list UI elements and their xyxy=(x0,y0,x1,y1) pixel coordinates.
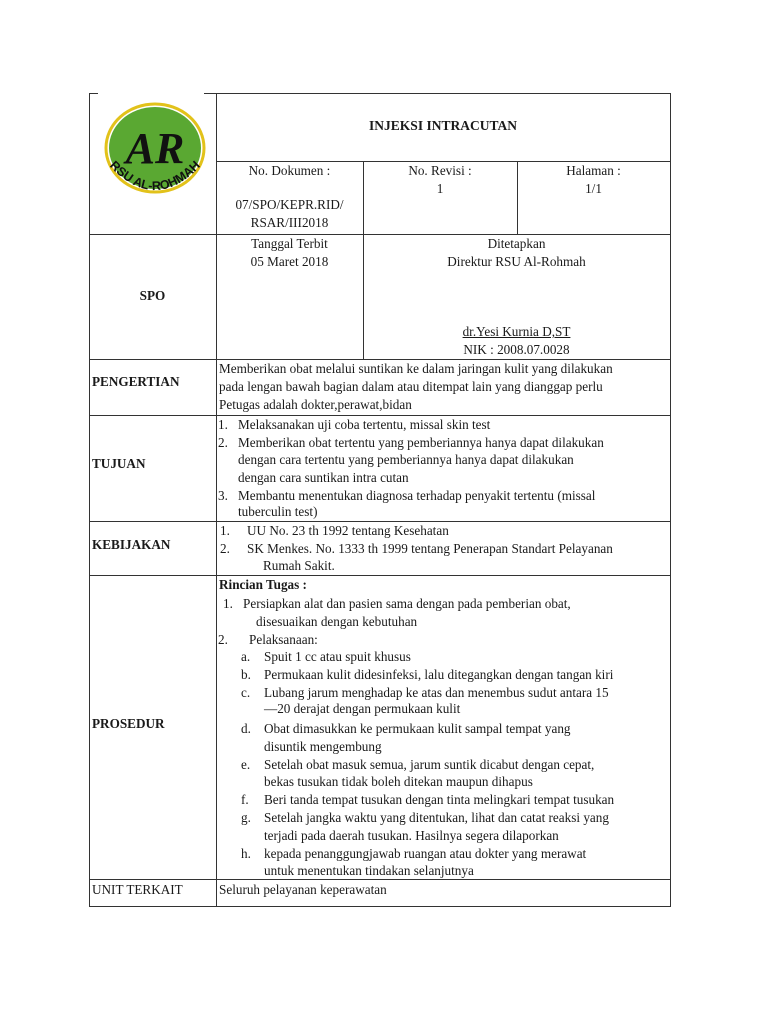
substep-letter: f. xyxy=(241,792,249,807)
pengertian-line: Petugas adalah dokter,perawat,bidan xyxy=(219,397,412,412)
pengertian-line: Memberikan obat melalui suntikan ke dalam jaringan kulit yang dilakukan xyxy=(219,361,613,376)
tanggal-terbit-value: 05 Maret 2018 xyxy=(250,254,329,269)
no-revisi-label: No. Revisi : xyxy=(408,163,472,178)
logo-text: RSU AL-ROHMAH xyxy=(107,158,203,194)
list-item: UU No. 23 th 1992 tentang Kesehatan xyxy=(247,523,449,538)
halaman-label: Halaman : xyxy=(566,163,621,178)
substep-letter: h. xyxy=(241,846,251,861)
list-item: Membantu menentukan diagnosa terhadap penyakit tertentu (missal xyxy=(238,488,596,503)
unit-terkait-value: Seluruh pelayanan keperawatan xyxy=(219,882,387,897)
rincian-tugas-heading: Rincian Tugas : xyxy=(219,577,307,592)
substep-letter: g. xyxy=(241,810,251,825)
signer-nik: NIK : 2008.07.0028 xyxy=(463,342,570,357)
no-dokumen-label: No. Dokumen : xyxy=(248,163,331,178)
no-dokumen-line2: RSAR/III2018 xyxy=(250,215,329,230)
substep-text: Lubang jarum menghadap ke atas dan menembus sudut antara 15 xyxy=(264,685,609,700)
substep-letter: d. xyxy=(241,721,251,736)
substep-letter: c. xyxy=(241,685,251,700)
list-number: 1. xyxy=(220,523,230,538)
ditetapkan-label: Ditetapkan xyxy=(487,236,546,251)
substep-text: disuntik mengembung xyxy=(264,739,382,754)
substep-text: Spuit 1 cc atau spuit khusus xyxy=(264,649,411,664)
substep-letter: a. xyxy=(241,649,251,664)
substep-text: Permukaan kulit didesinfeksi, lalu ditegangkan dengan tangan kiri xyxy=(264,667,614,682)
list-item: Rumah Sakit. xyxy=(263,558,335,573)
substep-text: untuk menentukan tindakan selanjutnya xyxy=(264,863,474,878)
kebijakan-label: KEBIJAKAN xyxy=(92,537,171,552)
tujuan-label: TUJUAN xyxy=(92,456,146,471)
substep-text: Setelah jangka waktu yang ditentukan, lihat dan catat reaksi yang xyxy=(264,810,609,825)
spo-label: SPO xyxy=(139,288,166,303)
list-number: 2. xyxy=(220,541,230,556)
list-number: 3. xyxy=(218,488,228,503)
substep-text: terjadi pada daerah tusukan. Hasilnya segera dilaporkan xyxy=(264,828,559,843)
step-text: Persiapkan alat dan pasien sama dengan pada pemberian obat, xyxy=(243,596,571,611)
no-revisi-value: 1 xyxy=(436,181,444,196)
step-text: Pelaksanaan: xyxy=(249,632,318,647)
tanggal-terbit-label: Tanggal Terbit xyxy=(251,236,328,251)
list-number: 2. xyxy=(218,435,228,450)
list-number: 1. xyxy=(218,417,228,432)
step-text: disesuaikan dengan kebutuhan xyxy=(256,614,418,629)
no-dokumen-line1: 07/SPO/KEPR.RID/ xyxy=(235,197,344,212)
signer-name: dr.Yesi Kurnia D,ST xyxy=(462,324,571,339)
list-item: tuberculin test) xyxy=(238,504,318,519)
substep-text: Setelah obat masuk semua, jarum suntik dicabut dengan cepat, xyxy=(264,757,595,772)
substep-text: Obat dimasukkan ke permukaan kulit sampal tempat yang xyxy=(264,721,571,736)
step-number: 2. xyxy=(218,632,228,647)
list-item: dengan cara suntikan intra cutan xyxy=(238,470,409,485)
list-item: Memberikan obat tertentu yang pemberiannya hanya dapat dilakukan xyxy=(238,435,604,450)
step-number: 1. xyxy=(223,596,233,611)
substep-text: kepada penanggungjawab ruangan atau dokter yang merawat xyxy=(264,846,587,861)
pengertian-label: PENGERTIAN xyxy=(92,374,180,389)
prosedur-label: PROSEDUR xyxy=(92,716,165,731)
list-item: Melaksanakan uji coba tertentu, missal skin test xyxy=(238,417,491,432)
substep-letter: b. xyxy=(241,667,251,682)
substep-letter: e. xyxy=(241,757,251,772)
substep-text: Beri tanda tempat tusukan dengan tinta melingkari tempat tusukan xyxy=(264,792,615,807)
unit-terkait-label: UNIT TERKAIT xyxy=(92,882,183,897)
halaman-value: 1/1 xyxy=(585,181,602,196)
substep-text: bekas tusukan tidak boleh ditekan maupun dihapus xyxy=(264,774,533,789)
direktur-label: Direktur RSU Al-Rohmah xyxy=(447,254,586,269)
pengertian-line: pada lengan bawah bagian dalam atau ditempat lain yang dianggap perlu xyxy=(219,379,603,394)
logo-initials: AR xyxy=(125,124,185,173)
hospital-logo xyxy=(98,100,210,204)
list-item: dengan cara tertentu yang pemberiannya hanya dapat dilakukan xyxy=(238,452,574,467)
substep-text: —20 derajat dengan permukaan kulit xyxy=(264,701,461,716)
document-title: INJEKSI INTRACUTAN xyxy=(369,118,517,133)
list-item: SK Menkes. No. 1333 th 1999 tentang Penerapan Standart Pelayanan xyxy=(247,541,613,556)
